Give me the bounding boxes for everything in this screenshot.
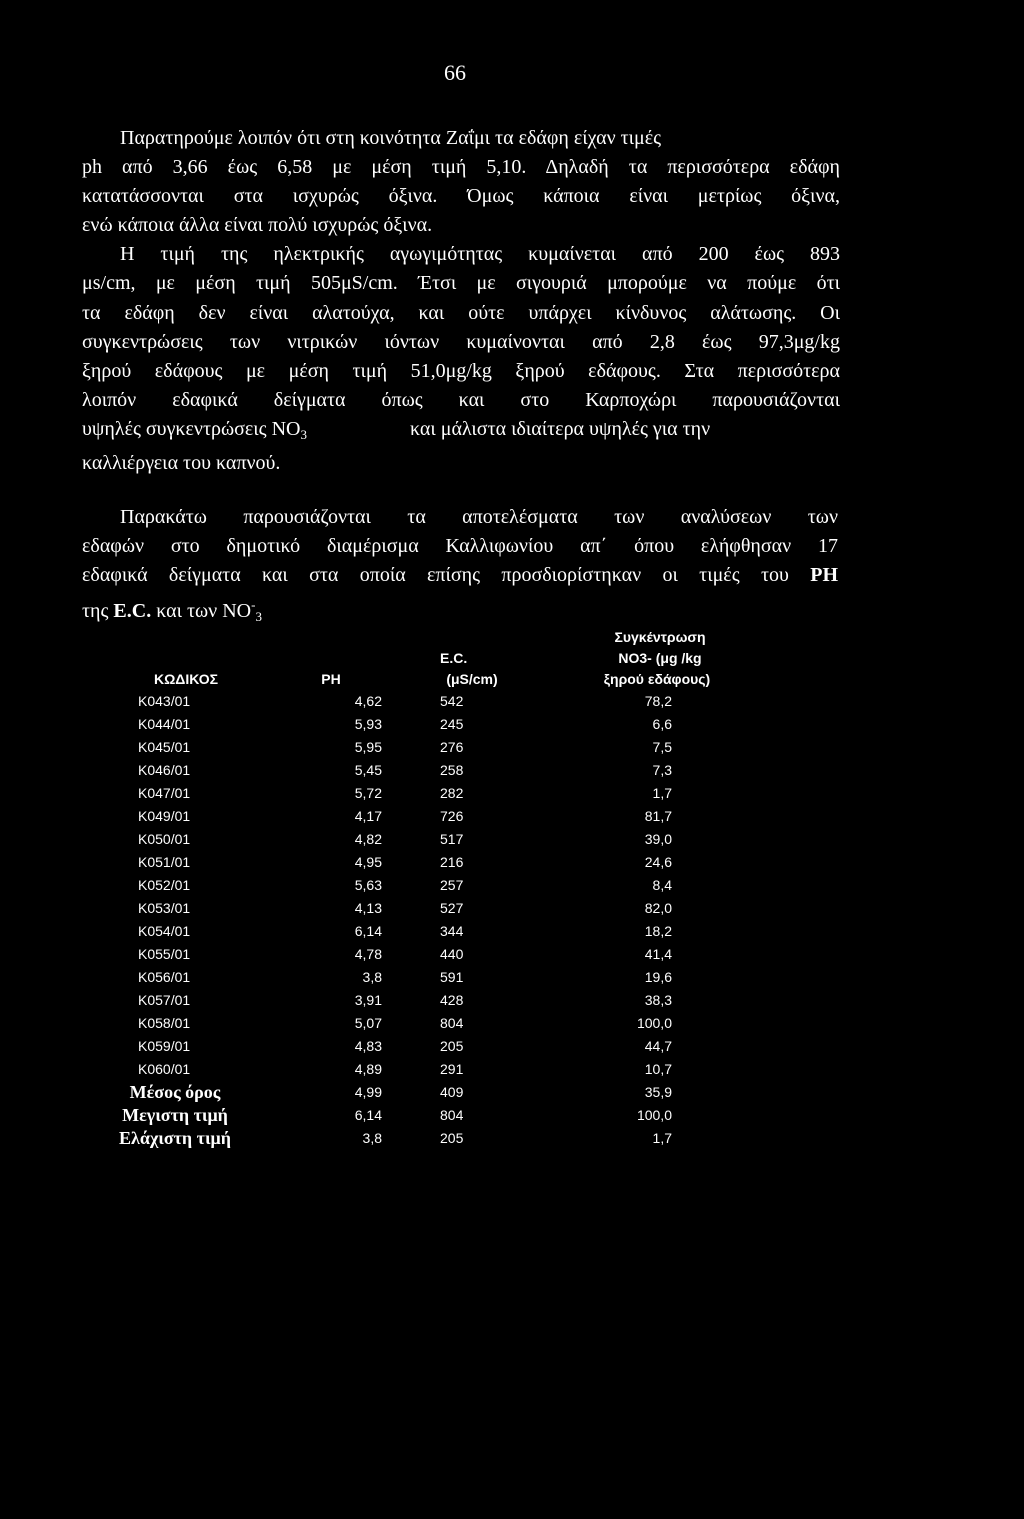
cell-ec: 804	[440, 1015, 464, 1031]
paragraph-line: ph από 3,66 έως 6,58 με μέση τιμή 5,10. Δηλαδή τα περισσότερα εδάφη	[82, 156, 840, 179]
cell-ec: 527	[440, 900, 464, 916]
cell-no3: 7,3	[652, 762, 672, 778]
cell-ec: 258	[440, 762, 464, 778]
cell-ec: 245	[440, 716, 464, 732]
summary-cell-ec: 205	[440, 1130, 464, 1146]
cell-no3: 44,7	[644, 1038, 672, 1054]
cell-ec: 440	[440, 946, 464, 962]
cell-ec: 344	[440, 923, 464, 939]
subscript: 3	[300, 426, 307, 442]
cell-ph: 4,62	[354, 693, 382, 709]
cell-code: K055/01	[138, 946, 191, 962]
cell-no3: 38,3	[644, 992, 672, 1008]
cell-no3: 19,6	[644, 969, 672, 985]
cell-ec: 276	[440, 739, 464, 755]
cell-ph: 3,8	[362, 969, 382, 985]
cell-ph: 4,95	[354, 854, 382, 870]
paragraph-line: ενώ κάποια άλλα είναι πολύ ισχυρώς όξινα.	[82, 214, 433, 237]
line-text: PH	[810, 564, 839, 587]
cell-ph: 4,13	[354, 900, 382, 916]
cell-code: K044/01	[138, 716, 191, 732]
summary-cell-no3: 100,0	[636, 1107, 672, 1123]
cell-code: K045/01	[138, 739, 191, 755]
cell-no3: 6,6	[652, 716, 672, 732]
paragraph-line: κατατάσσονται στα ισχυρώς όξινα. Όμως κάποια είναι μετρίως όξινα,	[82, 185, 840, 208]
superscript: -	[251, 597, 256, 613]
cell-ec: 542	[440, 693, 464, 709]
paragraph-line: ξηρού εδάφους με μέση τιμή 51,0μg/kg ξηρού εδάφους. Στα περισσότερα	[82, 359, 840, 382]
header-no3-line2: NO3- (μg /kg	[618, 650, 702, 666]
line-text: και μάλιστα ιδιαίτερα υψηλές για την	[410, 417, 711, 440]
paragraph-line	[82, 415, 840, 449]
summary-cell-ph: 3,8	[362, 1130, 382, 1146]
cell-ec: 726	[440, 808, 464, 824]
cell-no3: 1,7	[652, 785, 672, 801]
cell-ph: 4,82	[354, 831, 382, 847]
cell-no3: 8,4	[652, 877, 672, 893]
cell-code: K049/01	[138, 808, 191, 824]
paragraph-line: μs/cm, με μέση τιμή 505μS/cm. Έτσι με σιγουριά μπορούμε να πούμε ότι	[82, 272, 840, 295]
paragraph-line: εδαφών στο δημοτικό διαμέρισμα Καλλιφωνίου απ΄ όπου ελήφθησαν 17	[82, 535, 838, 558]
header-no3-line3: ξηρού εδάφους)	[603, 671, 711, 687]
cell-ph: 5,95	[354, 739, 382, 755]
cell-code: K047/01	[138, 785, 191, 801]
paragraph-line: Η τιμή της ηλεκτρικής αγωγιμότητας κυμαίνεται από 200 έως 893	[120, 243, 840, 266]
paragraph-line: Παρακάτω παρουσιάζονται τα αποτελέσματα των αναλύσεων των	[120, 506, 838, 528]
line-text: E.C.	[113, 600, 152, 623]
cell-code: K054/01	[138, 923, 191, 939]
cell-ph: 4,89	[354, 1061, 382, 1077]
cell-ec: 291	[440, 1061, 464, 1077]
cell-no3: 10,7	[644, 1061, 672, 1077]
cell-no3: 24,6	[644, 854, 672, 870]
cell-ph: 4,17	[354, 808, 382, 824]
summary-label: Μεγιστη τιμή	[122, 1105, 228, 1125]
paragraph-soil-summary	[82, 124, 840, 478]
cell-no3: 82,0	[644, 900, 672, 916]
cell-ph: 5,45	[354, 762, 382, 778]
summary-cell-ph: 6,14	[354, 1107, 382, 1123]
cell-ec: 257	[440, 877, 464, 893]
cell-ph: 6,14	[354, 923, 382, 939]
paragraph-line: συγκεντρώσεις των νιτρικών ιόντων κυμαίνονται από 2,8 έως 97,3μg/kg	[82, 330, 840, 353]
cell-code: K060/01	[138, 1061, 191, 1077]
cell-ec: 216	[440, 854, 464, 870]
cell-no3: 100,0	[636, 1015, 672, 1031]
summary-cell-no3: 1,7	[652, 1130, 672, 1146]
summary-cell-ec: 804	[440, 1107, 464, 1123]
cell-no3: 78,2	[644, 693, 672, 709]
cell-ph: 4,83	[354, 1038, 382, 1054]
header-no3-line1: Συγκέντρωση	[614, 629, 706, 645]
cell-code: K043/01	[138, 693, 191, 709]
cell-code: K046/01	[138, 762, 191, 778]
header-ec-line1: E.C.	[440, 650, 468, 666]
summary-cell-ec: 409	[440, 1084, 464, 1100]
cell-no3: 81,7	[644, 808, 672, 824]
header-ec-line2: (μS/cm)	[446, 671, 498, 687]
cell-ph: 4,78	[354, 946, 382, 962]
paragraph-line: καλλιέργεια του καπνού.	[82, 452, 281, 475]
cell-code: K057/01	[138, 992, 191, 1008]
header-ph: PH	[321, 671, 341, 687]
cell-ph: 5,63	[354, 877, 382, 893]
summary-cell-ph: 4,99	[354, 1084, 382, 1100]
cell-ph: 5,07	[354, 1015, 382, 1031]
cell-ph: 5,72	[354, 785, 382, 801]
paragraph-table-intro	[82, 503, 838, 631]
paragraph-line: λοιπόν εδαφικά δείγματα όπως και στο Καρποχώρι παρουσιάζονται	[82, 388, 840, 411]
cell-ec: 591	[440, 969, 464, 985]
cell-code: K052/01	[138, 877, 191, 893]
header-code: ΚΩΔΙΚΟΣ	[153, 671, 219, 687]
summary-label: Ελάχιστη τιμή	[119, 1128, 231, 1148]
cell-ph: 5,93	[354, 716, 382, 732]
paragraph-line: τα εδάφη δεν είναι αλατούχα, και ούτε υπάρχει κίνδυνος αλάτωσης. Οι	[82, 301, 840, 324]
cell-code: K053/01	[138, 900, 191, 916]
cell-code: K058/01	[138, 1015, 191, 1031]
cell-ph: 3,91	[354, 992, 382, 1008]
line-text: NO	[222, 600, 252, 623]
summary-cell-no3: 35,9	[644, 1084, 672, 1100]
cell-ec: 428	[440, 992, 464, 1008]
paragraph-line	[82, 561, 838, 590]
line-text: της	[82, 600, 109, 623]
cell-ec: 282	[440, 785, 464, 801]
cell-no3: 18,2	[644, 923, 672, 939]
cell-no3: 7,5	[652, 739, 672, 755]
summary-label: Μέσος όρος	[129, 1082, 221, 1102]
paragraph-line: Παρατηρούμε λοιπόν ότι στη κοινότητα Ζαΐμι τα εδάφη είχαν τιμές	[120, 127, 662, 149]
line-text: υψηλές συγκεντρώσεις NO	[82, 417, 301, 440]
page-number: 66	[444, 60, 466, 85]
line-text: και των	[156, 600, 218, 623]
cell-code: K059/01	[138, 1038, 191, 1054]
cell-code: K056/01	[138, 969, 191, 985]
cell-code: K050/01	[138, 831, 191, 847]
cell-ec: 205	[440, 1038, 464, 1054]
cell-no3: 39,0	[644, 831, 672, 847]
paragraph-line	[82, 590, 838, 631]
cell-no3: 41,4	[644, 946, 672, 962]
line-text: εδαφικά δείγματα και στα οποία επίσης προσδιορίστηκαν οι τιμές του	[82, 564, 789, 587]
cell-ec: 517	[440, 831, 464, 847]
cell-code: K051/01	[138, 854, 191, 870]
subscript: 3	[255, 609, 262, 625]
